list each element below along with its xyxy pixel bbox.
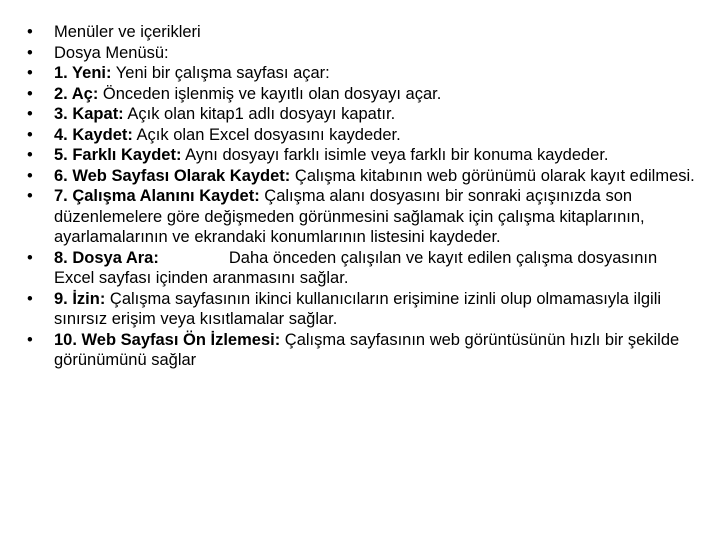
list-item [27,84,699,105]
item-text: Yeni bir çalışma sayfası açar: [111,64,330,82]
list-item-text [54,248,699,289]
list-item-text [54,145,699,166]
list-item [27,43,699,64]
list-item-text [54,125,699,146]
list-item-text [54,186,699,248]
item-text: Çalışma alanı dosyasını bir sonraki açışınızda son düzenlemelere göre değişmeden görünmesini sağlamak için çalışma kitaplarının, ayarlamalarının ve ekrandaki konumlarının listesini kaydeder. [54,187,645,246]
bullet-icon: • [27,166,33,185]
item-text: Açık olan Excel dosyasını kaydeder. [132,125,401,144]
item-heading: 2. Aç: [54,84,99,103]
item-heading: 3. Kapat: [54,105,124,123]
item-heading: 4. Kaydet: [54,125,133,144]
item-text: Önceden işlenmiş ve kayıtlı olan dosyayı açar. [98,84,442,103]
list-item [27,289,699,330]
list-item-text [54,84,699,105]
item-text: Menüler ve içerikleri [54,23,201,41]
list-item [27,330,699,371]
list-item [27,166,699,187]
bullet-list [27,22,699,371]
item-heading: 7. Çalışma Alanını Kaydet: [54,187,260,205]
list-item-text [54,63,699,84]
list-item [27,248,699,289]
bullet-icon: • [27,330,33,349]
item-heading: 8. Dosya Ara: [54,248,159,267]
item-heading: 6. Web Sayfası Olarak Kaydet: [54,166,291,185]
item-heading: 1. Yeni: [54,64,112,82]
list-item [27,145,699,166]
item-text: Çalışma kitabının web görünümü olarak kayıt edilmesi. [290,166,695,185]
list-item [27,22,699,43]
bullet-icon: • [27,289,33,308]
bullet-icon: • [27,43,33,62]
list-item-text [54,330,699,371]
bullet-icon: • [27,248,33,267]
bullet-icon: • [27,146,33,164]
list-item [27,63,699,84]
item-heading: 9. İzin: [54,289,106,308]
list-item-text [54,289,699,330]
item-text: Çalışma sayfasının web görüntüsünün hızlı bir şekilde görünümünü sağlar [54,330,680,369]
list-item-text [54,43,699,64]
list-item [27,186,699,248]
list-item-text [54,166,699,187]
bullet-icon: • [27,23,33,41]
item-text: Aynı dosyayı farklı isimle veya farklı bir konuma kaydeder. [181,146,609,164]
item-heading: 5. Farklı Kaydet: [54,146,182,164]
item-text: Çalışma sayfasının ikinci kullanıcıların erişimine izinli olup olmamasıyla ilgili sınırsız erişim veya kısıtlamalar sağlar. [54,289,662,328]
item-text: Dosya Menüsü: [54,43,169,62]
bullet-icon: • [27,84,33,103]
bullet-icon: • [27,64,33,82]
bullet-icon: • [27,187,33,205]
item-text: Daha önceden çalışılan ve kayıt edilen çalışma dosyasının Excel sayfası içinden aranmasını sağlar. [54,248,658,287]
list-item-text [54,22,699,43]
bullet-icon: • [27,105,33,123]
item-heading: 10. Web Sayfası Ön İzlemesi: [54,330,281,349]
list-item [27,125,699,146]
bullet-icon: • [27,125,33,144]
item-text: Açık olan kitap1 adlı dosyayı kapatır. [123,105,396,123]
list-item [27,104,699,125]
list-item-text [54,104,699,125]
